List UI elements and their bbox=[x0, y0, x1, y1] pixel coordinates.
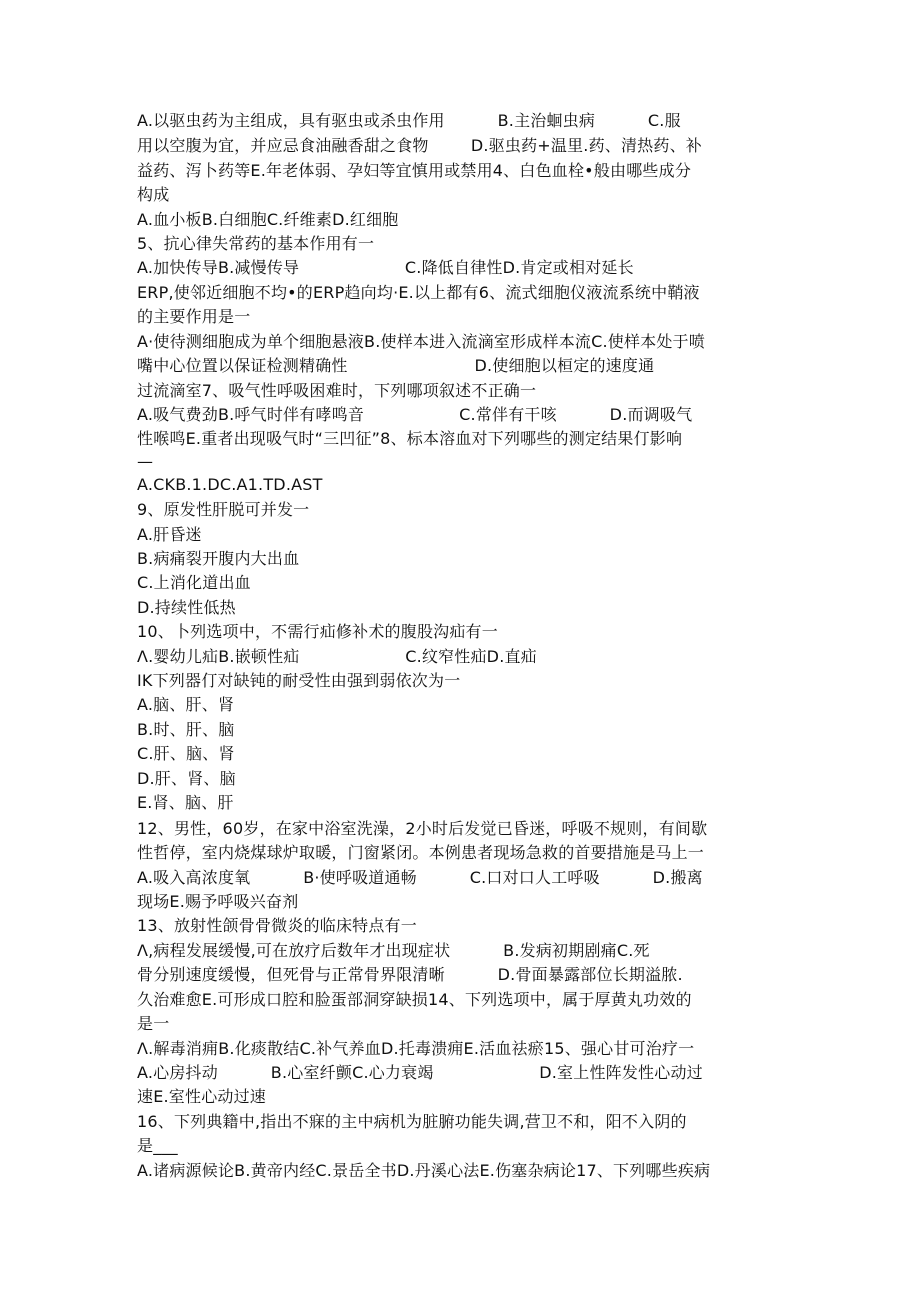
text-line: 骨分别速度缓慢，但死骨与正常骨界限清晰 D.骨面暴露部位长期溢脓. bbox=[137, 965, 683, 984]
text-line: ERP,使邻近细胞不均•的ERP趋向均·E.以上都有6、流式细胞仪液流系统中鞘液 bbox=[137, 283, 700, 302]
text-line: 10、卜列选项中，不需行疝修补术的腹股沟疝有一 bbox=[137, 622, 498, 641]
text-line: — bbox=[137, 452, 154, 471]
text-line: 过流滴室7、吸气性呼吸困难时，下列哪项叙述不正确一 bbox=[137, 381, 537, 400]
text-line: 性哲停，室内烧煤球炉取暖，门窗紧闭。本例患者现场急救的首要措施是马上一 bbox=[137, 843, 705, 862]
text-line: A.加快传导B.减慢传导 C.降低自律性D.肯定或相对延长 bbox=[137, 258, 634, 277]
text-line: E.肾、脑、肝 bbox=[137, 793, 234, 812]
text-line: 是一 bbox=[137, 1014, 170, 1033]
text-line: Λ.婴幼儿疝B.嵌顿性疝 C.纹窄性疝D.直疝 bbox=[137, 647, 537, 666]
text-line: A.CKB.1.DC.A1.TD.AST bbox=[137, 475, 323, 494]
text-line: D.持续性低热 bbox=[137, 598, 236, 617]
text-line: Λ.解毒消痈B.化痰散结C.补气养血D.托毒溃痈E.活血祛瘀15、强心甘可治疗一 bbox=[137, 1039, 695, 1058]
text-line: B.病痛裂开腹内大出血 bbox=[137, 549, 300, 568]
text-line: 益药、泻卜药等E.年老体弱、孕妇等宜慎用或禁用4、白色血栓•般由哪些成分 bbox=[137, 161, 692, 180]
text-line: A.吸入高浓度氧 B·使呼吸道通畅 C.口对口人工呼吸 D.搬离 bbox=[137, 868, 703, 887]
text-line: 5、抗心律失常药的基本作用有一 bbox=[137, 234, 375, 253]
text-line: Λ,病程发展缓慢,可在放疗后数年才出现症状 B.发病初期剧痛C.死 bbox=[137, 941, 650, 960]
text-line: A.以驱虫药为主组成，具有驱虫或杀虫作用 B.主治蛔虫病 C.服 bbox=[137, 111, 681, 130]
text-line: 13、放射性颌骨骨微炎的临床特点有一 bbox=[137, 916, 417, 935]
text-line: 速E.室性心动过速 bbox=[137, 1087, 266, 1106]
text-line: 的主要作用是一 bbox=[137, 307, 251, 326]
text-line: 9、原发性肝脱可并发一 bbox=[137, 500, 310, 519]
text-line: 16、下列典籍中,指出不寐的主中病机为脏腑功能失调,营卫不和，阳不入阴的 bbox=[137, 1112, 687, 1131]
text-line: 性喉鸣E.重者出现吸气时“三凹征”8、标本溶血对下列哪些的测定结果仃影响 bbox=[137, 429, 683, 448]
text-line: A·使待测细胞成为单个细胞悬液B.使样本进入流滴室形成样本流C.使样本处于喷 bbox=[137, 332, 705, 351]
text-line: 12、男性，60岁，在家中浴室洗澡，2小时后发觉已昏迷，呼吸不规则，有间歇 bbox=[137, 819, 708, 838]
text-line: 构成 bbox=[137, 185, 170, 204]
text-line: A.肝昏迷 bbox=[137, 525, 202, 544]
text-line: A.吸气费劲B.呼气时伴有哮鸣音 C.常伴有干咳 D.而调吸气 bbox=[137, 405, 693, 424]
text-line: D.肝、肾、脑 bbox=[137, 769, 236, 788]
text-line: 是___ bbox=[137, 1136, 178, 1155]
text-line: 嘴中心位置以保证检测精确性 D.使细胞以桓定的速度通 bbox=[137, 356, 655, 375]
text-line: A.脑、肝、肾 bbox=[137, 695, 235, 714]
text-line: B.时、肝、脑 bbox=[137, 720, 235, 739]
text-line: 用以空腹为宜，并应忌食油融香甜之食物 D.驱虫药+温里.药、清热药、补 bbox=[137, 136, 702, 155]
text-line: C.上消化道出血 bbox=[137, 573, 251, 592]
text-line: 现场E.赐予呼吸兴奋剂 bbox=[137, 892, 299, 911]
text-line: IK下列器仃对缺钝的耐受性由强到弱依次为一 bbox=[137, 671, 461, 690]
text-line: A.诸病源候论B.黄帝内经C.景岳全书D.丹溪心法E.伤塞杂病论17、下列哪些疾病 bbox=[137, 1161, 711, 1180]
text-line: C.肝、脑、肾 bbox=[137, 744, 235, 763]
text-line: A.心房抖动 B.心室纤颤C.心力衰竭 D.室上性阵发性心动过 bbox=[137, 1063, 703, 1082]
text-line: A.血小板B.白细胞C.纤维素D.红细胞 bbox=[137, 210, 399, 229]
text-line: 久治难愈E.可形成口腔和脸蛋部洞穿缺损14、下列选项中，属于厚黄丸功效的 bbox=[137, 990, 692, 1009]
